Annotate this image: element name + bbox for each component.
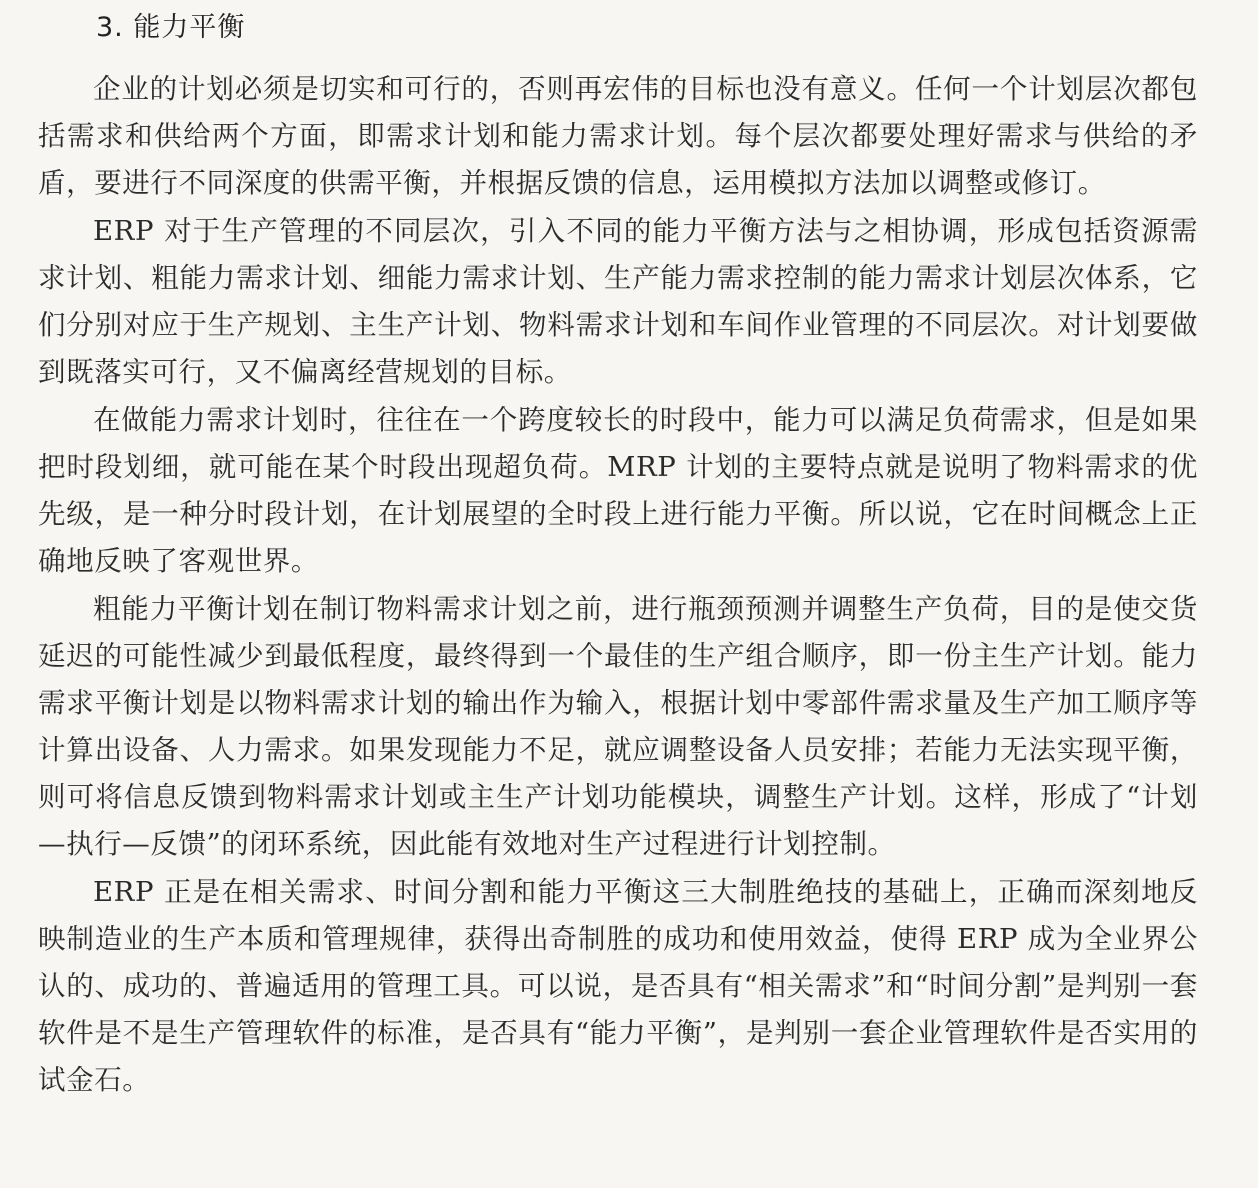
section-heading: 3. 能力平衡 xyxy=(96,12,246,43)
paragraph-rough-cut-capacity: 粗能力平衡计划在制订物料需求计划之前，进行瓶颈预测并调整生产负荷，目的是使交货延迟的可能性减少到最低程度，最终得到一个最佳的生产组合顺序，即一份主生产计划。能力需求平衡计划是以物料需求计划的输出作为输入，根据计划中零部件需求量及生产加工顺序等计算出设备、人力需求。如果发现能力不足，就应调整设备人员安排；若能力无法实现平衡，则可将信息反馈到物料需求计划或主生产计划功能模块，调整生产计划。这样，形成了“计划—执行—反馈”的闭环系统，因此能有效地对生产过程进行计划控制。 xyxy=(38,593,1198,860)
paragraph-erp-conclusion: ERP 正是在相关需求、时间分割和能力平衡这三大制胜绝技的基础上，正确而深刻地反映制造业的生产本质和管理规律，获得出奇制胜的成功和使用效益，使得 ERP 成为全业界公认的、成功的、普遍适用的管理工具。可以说，是否具有“相关需求”和“时间分割”是判别一套软件是不是生产管理软件的标准，是否具有“能力平衡”，是判别一套企业管理软件是否实用的试金石。 xyxy=(38,876,1198,1096)
paragraph-planning-feasibility: 企业的计划必须是切实和可行的，否则再宏伟的目标也没有意义。任何一个计划层次都包括需求和供给两个方面，即需求计划和能力需求计划。每个层次都要处理好需求与供给的矛盾，要进行不同深度的供需平衡，并根据反馈的信息，运用模拟方法加以调整或修订。 xyxy=(38,73,1198,199)
paragraph-mrp-time-buckets: 在做能力需求计划时，往往在一个跨度较长的时段中，能力可以满足负荷需求，但是如果把时段划细，就可能在某个时段出现超负荷。MRP 计划的主要特点就是说明了物料需求的优先级，是一种分时段计划，在计划展望的全时段上进行能力平衡。所以说，它在时间概念上正确地反映了客观世界。 xyxy=(38,404,1198,577)
paragraph-erp-capacity-levels: ERP 对于生产管理的不同层次，引入不同的能力平衡方法与之相协调，形成包括资源需求计划、粗能力需求计划、细能力需求计划、生产能力需求控制的能力需求计划层次体系，它们分别对应于生产规划、主生产计划、物料需求计划和车间作业管理的不同层次。对计划要做到既落实可行，又不偏离经营规划的目标。 xyxy=(38,215,1198,388)
